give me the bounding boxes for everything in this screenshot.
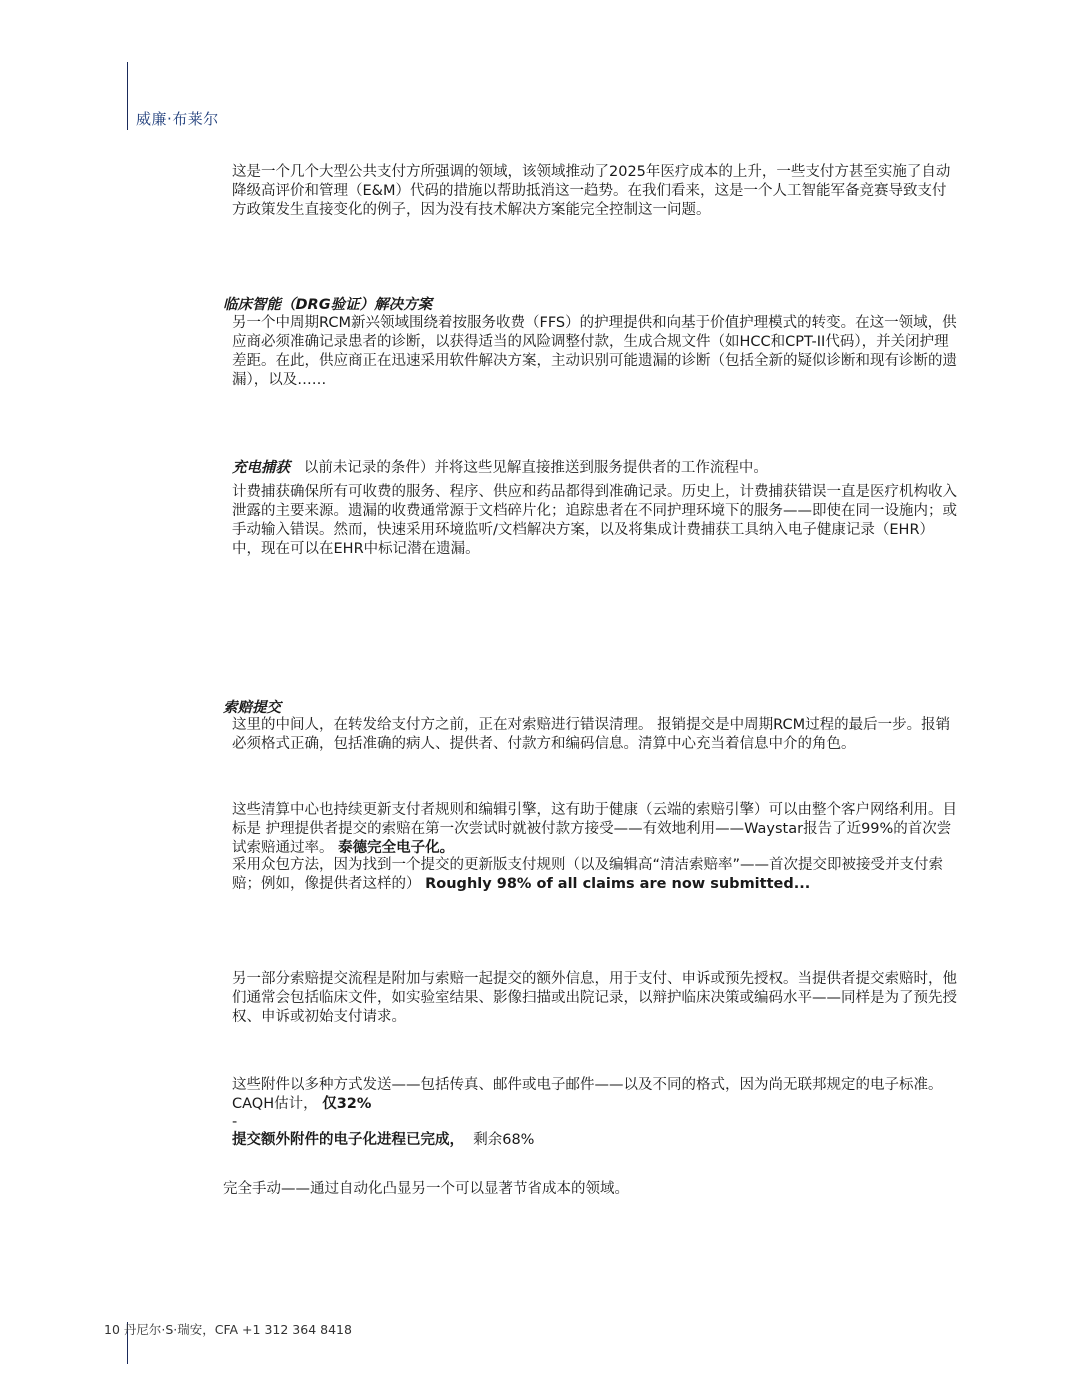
charge-capture-heading: 充电捕获 bbox=[232, 460, 290, 476]
claims-paragraph-3-bold: Roughly 98% of all claims are now submitted... bbox=[425, 876, 811, 892]
charge-capture-lead bbox=[232, 459, 768, 478]
attachments-paragraph-2 bbox=[232, 1076, 960, 1114]
claims-paragraph-2 bbox=[232, 801, 960, 858]
claims-paragraph-1: 这里的中间人，在转发给支付方之前，正在对索赔进行错误清理。 报销提交是中周期RCM过程的最后一步。报销必须格式正确，包括准确的病人、提供者、付款方和编码信息。清算中心充当着信息中介的角色。 bbox=[232, 717, 951, 752]
attachments-dash: - bbox=[232, 1114, 238, 1130]
attachments-paragraph-2-text: 这些附件以多种方式发送——包括传真、邮件或电子邮件——以及不同的格式，因为尚无联邦规定的电子标准。CAQH估计， bbox=[232, 1077, 943, 1112]
intro-paragraph: 这是一个几个大型公共支付方所强调的领域，该领域推动了2025年医疗成本的上升，一些支付方甚至实施了自动降级高评价和管理（E&M）代码的措施以帮助抵消这一趋势。在我们看来，这是一个人工智能军备竞赛导致支付方政策发生直接变化的例子，因为没有技术解决方案能完全控制这一问题。 bbox=[232, 164, 951, 218]
claims-submission-heading: 索赔提交 bbox=[223, 700, 281, 716]
claims-paragraph-2-bold: 泰德完全电子化。 bbox=[338, 840, 455, 856]
claims-paragraph-3-text: 采用众包方法，因为找到一个提交的更新版支付规则（以及编辑高“清洁索赔率”——首次提交即被接受并支付索赔；例如，像提供者这样的） bbox=[232, 857, 944, 892]
author-name: 威廉·布莱尔 bbox=[136, 110, 219, 128]
clinical-intelligence-paragraph: 另一个中周期RCM新兴领域围绕着按服务收费（FFS）的护理提供和向基于价值护理模式的转变。在这一领域，供应商必须准确记录患者的诊断，以获得适当的风险调整付款，生成合规文件（如HCC和CPT-II代码），并关闭护理差距。在此，供应商正在迅速采用软件解决方案，主动识别可能遗漏的诊断（包括全新的疑似诊断和现有诊断的遗漏），以及…… bbox=[232, 315, 957, 388]
footer-text: 10 丹尼尔·S·瑞安，CFA +1 312 364 8418 bbox=[104, 1322, 352, 1337]
charge-capture-lead-text: 以前未记录的条件）并将这些见解直接推送到服务提供者的工作流程中。 bbox=[303, 460, 768, 476]
closing-line: 完全手动——通过自动化凸显另一个可以显著节省成本的领域。 bbox=[223, 1181, 629, 1197]
claims-paragraph-3 bbox=[232, 856, 960, 894]
attachments-paragraph-1: 另一部分索赔提交流程是附加与索赔一起提交的额外信息，用于支付、申诉或预先授权。当提供者提交索赔时，他们通常会包括临床文件，如实验室结果、影像扫描或出院记录，以辩护临床决策或编码水平——同样是为了预先授权、申诉或初始支付请求。 bbox=[232, 971, 957, 1025]
attachments-electronic-bold: 提交额外附件的电子化进程已完成， bbox=[232, 1132, 464, 1148]
clinical-intelligence-heading: 临床智能（DRG验证）解决方案 bbox=[223, 297, 433, 313]
attachments-paragraph-2-bold: 仅32% bbox=[322, 1096, 372, 1112]
claims-paragraph-2-text: 这些清算中心也持续更新支付者规则和编辑引擎，这有助于健康（云端的索赔引擎）可以由整个客户网络利用。目标是 护理提供者提交的索赔在第一次尝试时就被付款方接受——有效地利用——Waystar报告了近99%的首次尝试索赔通过率。 bbox=[232, 802, 957, 856]
attachments-remaining: 剩余68% bbox=[473, 1132, 535, 1148]
charge-capture-paragraph: 计费捕获确保所有可收费的服务、程序、供应和药品都得到准确记录。历史上，计费捕获错误一直是医疗机构收入泄露的主要来源。遗漏的收费通常源于文档碎片化；追踪患者在不同护理环境下的服务——即使在同一设施内；或手动输入错误。然而，快速采用环境监听/文档解决方案，以及将集成计费捕获工具纳入电子健康记录（EHR）中，现在可以在EHR中标记潜在遗漏。 bbox=[232, 484, 957, 557]
attachments-electronic-line bbox=[232, 1131, 534, 1150]
header-rule bbox=[127, 62, 128, 130]
